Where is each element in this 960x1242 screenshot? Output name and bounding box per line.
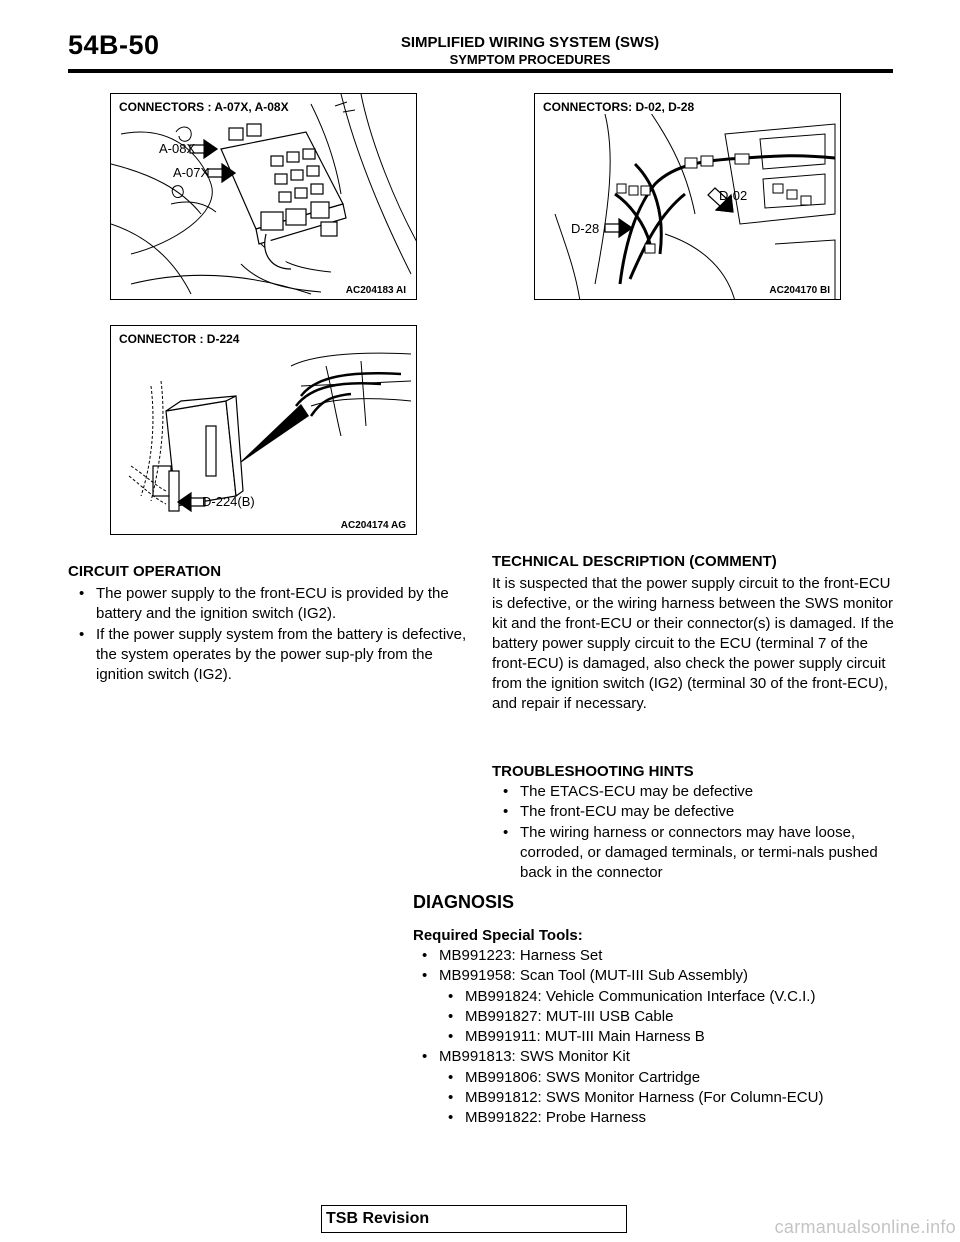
callout-a08x: A-08X [159,141,196,156]
tsb-revision-box [321,1205,627,1233]
figure-connectors-d02-d28 [534,93,841,300]
figure-code: AC204170 BI [769,285,830,296]
list-item: • MB991806: SWS Monitor Cartridge [439,1068,903,1088]
list-item: • The wiring harness or connectors may have loose, corroded, or damaged terminals, or termi-nals pushed back in the connector [494,823,894,884]
required-tools-list [413,946,903,1129]
troubleshooting-hints-heading: TROUBLESHOOTING HINTS [492,763,694,780]
circuit-operation-list [70,584,470,685]
list-item: • MB991958: Scan Tool (MUT-III Sub Assembly) [413,966,903,986]
required-tools-heading: Required Special Tools: [413,927,583,944]
engine-bay-illustration [111,94,417,300]
figure-title: CONNECTORS: D-02, D-28 [543,100,697,114]
ecu-connector-illustration [111,326,417,535]
list-item: • The power supply to the front-ECU is provided by the battery and the ignition switch (IG2). [70,584,470,625]
technical-description-body: It is suspected that the power supply circuit to the front-ECU is defective, or the wiring harness between the SWS monitor kit and the front-ECU or their connector(s) is damaged. If the battery power supply circuit to the ECU (terminal 7 of the front-ECU) is damaged, also check the power supply circuit from the ignition switch (IG2) (terminal 30 of the front-ECU), and repair if necessary. [492,575,894,712]
callout-a07x: A-07X [173,165,210,180]
list-item: • MB991827: MUT-III USB Cable [439,1007,903,1027]
figure-connector-d224 [110,325,417,535]
list-item: • MB991812: SWS Monitor Harness (For Column-ECU) [439,1088,903,1108]
list-item: • If the power supply system from the battery is defective, the system operates by the power sup-ply from the ignition switch (IG2). [70,625,470,686]
technical-description-heading: TECHNICAL DESCRIPTION (COMMENT) [492,553,777,570]
troubleshooting-hints-list [494,782,894,883]
list-item: • MB991824: Vehicle Communication Interface (V.C.I.) [439,987,903,1007]
header-divider [68,69,893,73]
list-item: • MB991822: Probe Harness [439,1108,903,1128]
list-item: • The front-ECU may be defective [494,802,894,822]
watermark[interactable]: carmanualsonline.info [774,1217,956,1237]
figure-title: CONNECTORS : A-07X, A-08X [119,100,292,114]
list-item: • MB991813: SWS Monitor Kit [413,1047,903,1067]
section-title: SIMPLIFIED WIRING SYSTEM (SWS) [400,34,660,51]
figure-title: CONNECTOR : D-224 [119,332,242,346]
tsb-revision-label: TSB Revision [326,1210,430,1227]
callout-d28: D-28 [571,221,600,236]
section-subtitle: SYMPTOM PROCEDURES [449,52,611,67]
callout-d02: D-02 [719,188,748,203]
diagnosis-heading: DIAGNOSIS [413,892,515,912]
list-item: • MB991911: MUT-III Main Harness B [439,1027,903,1047]
figure-connectors-a07x-a08x [110,93,417,300]
list-item: • The ETACS-ECU may be defective [494,782,894,802]
callout-d224b: D-224(B) [202,494,255,509]
instrument-panel-illustration [535,94,841,300]
figure-code: AC204183 AI [345,285,406,296]
figure-code: AC204174 AG [340,520,406,531]
circuit-operation-heading: CIRCUIT OPERATION [68,563,222,580]
page-number: 54B-50 [68,30,160,60]
list-item: • MB991223: Harness Set [413,946,903,966]
